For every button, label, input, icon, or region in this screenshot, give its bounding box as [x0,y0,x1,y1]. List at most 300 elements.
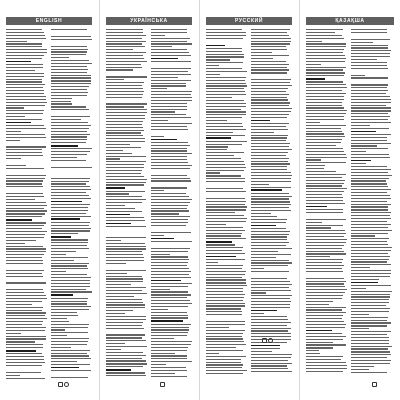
text-line [151,123,192,124]
text-line [351,125,370,126]
text-line [51,355,89,356]
text-line [251,152,288,153]
text-line [151,129,188,130]
text-line [6,289,43,290]
text-line [306,32,335,33]
text-line [6,43,42,44]
text-line [151,49,187,50]
text-line [51,230,90,231]
text-line [206,274,245,275]
text-line [51,106,86,107]
text-line [6,273,42,274]
text-line [351,116,390,117]
text-line [351,270,391,271]
text-line [51,89,87,90]
text-line [306,253,346,254]
text-line [351,279,379,280]
text-line [151,329,189,330]
text-line [6,96,46,97]
text-line [251,114,289,115]
fold-line [99,0,100,400]
text-line [206,370,247,371]
text-line [306,125,346,126]
text-line [306,122,320,123]
text-line [206,111,246,112]
text-line [351,230,392,231]
text-line [151,202,190,203]
section-heading-line [151,280,181,282]
text-line [251,292,266,293]
text-line [51,364,90,365]
text-line [206,215,244,216]
section-heading-line [251,225,276,227]
text-line [6,199,35,200]
text-line [351,157,390,158]
text-line [351,224,391,225]
text-line [51,283,90,284]
text-line [151,350,187,351]
section-heading-line [306,78,325,80]
section-heading-line [6,219,32,221]
section-heading-line [6,61,31,63]
text-line [51,222,90,223]
text-line [351,256,390,257]
text-line [206,106,246,107]
text-line [351,343,389,344]
text-line [306,168,324,169]
text-line [206,117,242,118]
text-line [6,79,42,80]
text-line [6,292,44,293]
text-line [251,265,288,266]
text-line [351,215,390,216]
text-line [106,372,145,373]
text-line [151,71,188,72]
text-line [251,123,289,124]
text-line [51,198,91,199]
text-line [351,325,387,326]
text-line [351,340,389,341]
text-line [106,61,147,62]
section-heading-line [206,45,225,47]
text-line [206,97,232,98]
text-line [51,75,91,76]
text-line [6,38,46,39]
text-line [351,143,391,144]
text-line [106,360,146,361]
text-line [106,358,142,359]
text-line [51,136,87,137]
section-heading-line [106,223,131,225]
text-line [206,114,246,115]
text-line [351,166,387,167]
text-line [6,140,20,141]
text-line [106,220,145,221]
text-line [306,145,336,146]
text-line [51,157,77,158]
text-line [6,113,43,114]
text-line [51,361,77,362]
text-line [206,204,245,205]
panel-header-english: ENGLISH [6,17,92,25]
text-line [106,237,146,238]
text-line [51,167,92,168]
text-line [251,43,290,44]
text-line [106,55,143,56]
text-line [151,46,172,47]
text-line [51,216,91,217]
text-line [151,156,187,157]
text-line [306,38,344,39]
text-line [306,242,346,243]
text-line [106,196,142,197]
text-line [351,68,388,69]
text-line [206,253,245,254]
text-line [6,341,35,342]
text-line [151,97,192,98]
section-heading-line [151,238,174,240]
text-line [51,318,67,319]
text-line [206,83,246,84]
text-line [306,188,347,189]
text-line [206,161,244,162]
text-line [306,321,344,322]
text-line [6,333,21,334]
text-line [206,291,243,292]
text-line [151,68,191,69]
text-line [51,83,91,84]
text-line [306,327,345,328]
text-line [6,41,27,42]
text-line [251,126,286,127]
text-line [6,270,44,271]
text-line [251,304,290,305]
text-line [106,164,144,165]
text-line [106,257,144,258]
text-line [151,241,192,242]
text-line [151,222,188,223]
text-line [351,96,390,97]
text-line [51,204,90,205]
text-line [151,165,192,166]
text-line [351,227,388,228]
text-line [106,88,143,89]
text-line [151,289,170,290]
text-line [6,149,42,150]
text-line [206,230,245,231]
text-line [351,296,390,297]
text-line [351,151,366,152]
text-line [151,327,189,328]
text-line [151,265,187,266]
text-line [351,294,390,295]
text-line [251,234,289,235]
text-line [6,257,42,258]
text-line [306,359,341,360]
text-line [206,164,245,165]
text-line [6,186,43,187]
text-line [106,135,143,136]
text-line [206,132,233,133]
text-line [351,209,388,210]
text-line [51,329,65,330]
text-line [206,247,243,248]
text-line [351,250,391,251]
text-line [6,125,44,126]
text-line [106,94,143,95]
text-line [306,194,342,195]
text-line [6,327,46,328]
text-line [306,200,343,201]
text-line [306,271,343,272]
text-line [251,175,292,176]
text-line [151,235,164,236]
text-line [206,259,245,260]
text-line [51,268,88,269]
text-line [306,29,343,30]
text-line [351,32,387,33]
text-line [306,99,344,100]
text-line [151,111,175,112]
text-line [251,41,291,42]
text-line [251,271,289,272]
text-line [306,342,333,343]
section-heading-line [106,187,125,189]
text-line [251,140,286,141]
certification-marks [262,338,273,343]
text-line [351,331,391,332]
text-line [206,224,226,225]
text-line [6,32,44,33]
text-line [51,324,89,325]
text-line [51,60,89,61]
text-line [251,210,291,211]
text-line [51,280,90,281]
text-line [251,322,291,323]
text-line [351,99,391,100]
text-line [206,303,245,304]
text-line [6,52,47,53]
text-line [306,75,344,76]
text-line [51,103,72,104]
text-line [106,35,146,36]
text-line [206,181,245,182]
text-line [206,356,246,357]
text-line [6,330,45,331]
text-line [151,297,187,298]
text-line [306,225,343,226]
text-line [151,85,186,86]
text-line [351,75,365,76]
text-line [51,109,89,110]
text-line [106,118,145,119]
text-line [51,347,71,348]
text-line [351,195,390,196]
text-line [151,355,187,356]
text-line [206,158,241,159]
text-line [6,105,45,106]
text-line [206,353,219,354]
text-line [106,138,145,139]
text-line [151,315,188,316]
text-line [306,139,342,140]
text-line [51,77,91,78]
text-line [51,370,91,371]
text-line [351,189,391,190]
text-line [306,262,342,263]
text-line [151,373,175,374]
text-line [251,316,287,317]
text-line [306,96,344,97]
text-line [351,351,390,352]
text-line [151,347,188,348]
text-line [6,315,45,316]
text-line [51,338,89,339]
text-line [51,271,66,272]
text-line [251,163,290,164]
text-line [151,38,190,39]
text-line [251,61,286,62]
text-line [151,341,192,342]
text-line [251,67,287,68]
text-line [106,191,145,192]
text-line [151,344,191,345]
text-line [251,248,292,249]
text-line [206,94,246,95]
text-line [251,105,289,106]
text-line [106,127,143,128]
ukrainian-column-right [151,29,192,391]
text-line [251,111,291,112]
text-line [306,295,343,296]
text-line [206,141,247,142]
text-line [206,59,230,60]
text-line [351,267,370,268]
text-line [306,301,333,302]
kazakh-column-left [306,29,347,391]
section-heading-line [206,137,231,139]
text-line [351,42,373,43]
text-line [251,88,288,89]
text-line [251,91,286,92]
text-line [51,131,87,132]
text-line [251,287,289,288]
text-line [206,191,246,192]
text-line [6,180,43,181]
text-line [351,218,391,219]
text-line [51,312,77,313]
text-line [151,83,186,84]
text-line [351,90,388,91]
text-line [251,161,288,162]
text-line [306,133,344,134]
text-line [51,263,89,264]
text-line [51,301,87,302]
text-line [151,88,167,89]
text-line [106,49,133,50]
text-line [51,377,88,378]
text-line [151,196,189,197]
text-line [51,195,89,196]
text-line [206,198,245,199]
text-line [106,124,142,125]
section-heading-line [51,145,78,147]
text-line [351,65,387,66]
text-line [351,137,387,138]
text-line [51,274,87,275]
text-line [306,245,344,246]
text-line [6,260,43,261]
panel-header-ukrainian: УКРАЇНСЬКА [106,17,192,25]
text-line [306,87,347,88]
text-line [106,366,143,367]
text-line [106,337,142,338]
text-line [106,64,141,65]
section-heading-line [251,310,277,312]
text-line [51,122,88,123]
text-line [51,353,87,354]
text-line [151,213,179,214]
text-line [306,347,333,348]
text-line [251,363,292,364]
text-line [106,302,143,303]
text-line [106,69,133,70]
text-line [151,80,191,81]
text-line [306,350,319,351]
text-line [306,292,345,293]
text-line [151,216,190,217]
text-line [251,333,291,334]
text-line [206,206,247,207]
text-line [206,146,228,147]
text-line [351,183,387,184]
text-line [251,301,291,302]
text-line [6,276,43,277]
text-line [106,270,146,271]
text-line [6,310,42,311]
text-line [151,332,188,333]
text-line [351,233,388,234]
text-line [151,117,191,118]
text-line [106,281,143,282]
text-line [151,103,187,104]
text-line [51,344,87,345]
text-line [51,298,88,299]
text-line [306,318,342,319]
text-line [251,52,272,53]
text-line [51,260,74,261]
text-line [351,198,391,199]
text-line [151,29,187,30]
text-line [106,153,132,154]
text-line [206,359,241,360]
text-line [206,56,244,57]
text-line [51,98,72,99]
certification-marks [58,382,69,387]
text-line [206,175,241,176]
fold-line [299,0,300,400]
text-line [306,353,320,354]
text-line [306,256,330,257]
text-line [6,46,42,47]
text-line [51,321,69,322]
text-line [6,240,36,241]
text-line [351,206,388,207]
text-line [106,52,146,53]
text-line [251,204,291,205]
text-line [151,309,168,310]
text-line [6,205,47,206]
